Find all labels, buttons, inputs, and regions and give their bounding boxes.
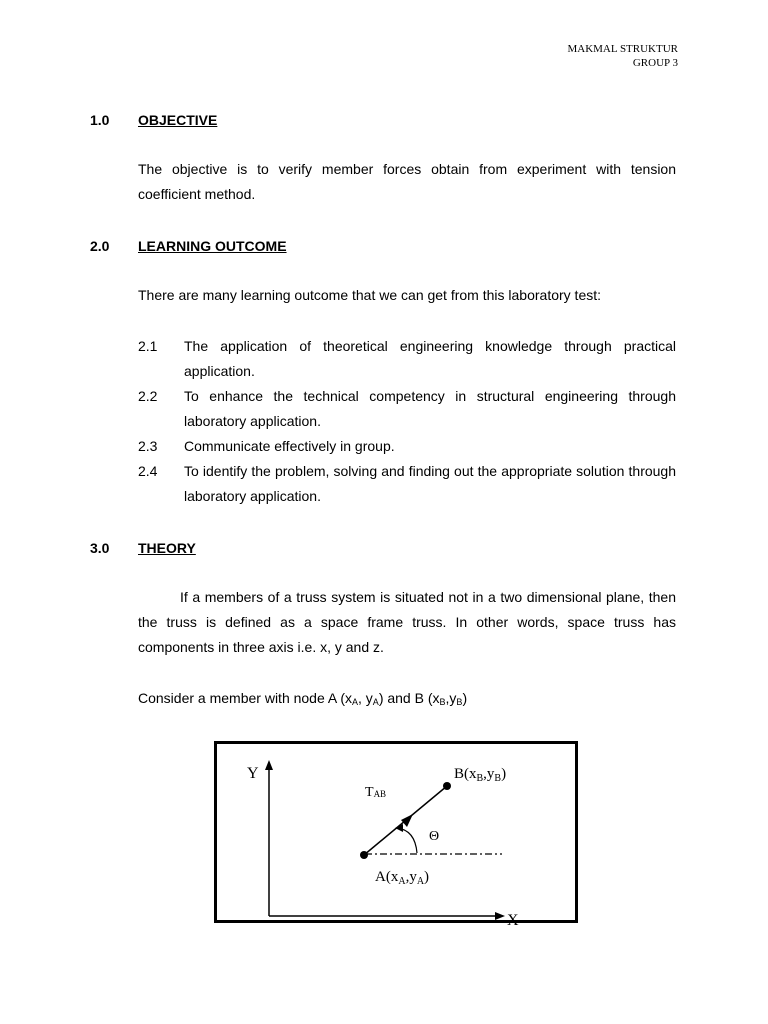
section-learning-heading xyxy=(90,238,287,254)
subscript: B xyxy=(439,697,446,707)
node-a-sub: A xyxy=(398,876,406,887)
consider-text: Consider a member with node A (x xyxy=(138,690,352,706)
subscript: A xyxy=(372,697,379,707)
learning-intro: There are many learning outcome that we can get from this laboratory test: xyxy=(138,287,602,303)
node-a-label xyxy=(375,869,429,887)
list-item-number: 2.3 xyxy=(138,438,158,454)
section-theory-heading xyxy=(90,540,196,556)
force-symbol: T xyxy=(365,785,374,800)
node-b-text: ,y xyxy=(483,766,495,782)
node-b-label xyxy=(454,766,506,784)
consider-text: , y xyxy=(358,690,373,706)
section-number: 2.0 xyxy=(90,238,110,254)
x-axis-label: X xyxy=(507,912,519,929)
section-number: 3.0 xyxy=(90,540,110,556)
node-b-sub: B xyxy=(494,773,502,784)
section-title: LEARNING OUTCOME xyxy=(138,238,287,254)
list-item-number: 2.2 xyxy=(138,388,158,404)
list-item-text: Communicate effectively in group. xyxy=(184,438,395,454)
list-item xyxy=(138,459,676,509)
node-a-text: ,y xyxy=(405,869,417,885)
node-b-sub: B xyxy=(476,773,484,784)
section-objective-heading xyxy=(90,112,217,128)
force-subscript: AB xyxy=(373,789,387,799)
list-item xyxy=(138,434,676,459)
list-item-number: 2.1 xyxy=(138,338,158,354)
consider-sentence xyxy=(138,686,676,715)
list-item xyxy=(138,334,676,384)
node-a-sub: A xyxy=(416,876,425,887)
theory-paragraph: If a members of a truss system is situated not in a two dimensional plane, then the truss is defined as a space frame truss. In other words, space truss has components in three axis i.e. x, y and z. xyxy=(138,589,676,655)
list-item-text: The application of theoretical engineering knowledge through practical application. xyxy=(184,338,676,379)
node-a-text: ) xyxy=(424,869,430,885)
node-a-text: A(x xyxy=(375,869,399,885)
node-b-text: B(x xyxy=(454,766,477,782)
member-diagram xyxy=(214,741,578,929)
page-header xyxy=(567,42,678,70)
subscript: A xyxy=(352,697,359,707)
consider-text: ) and B (x xyxy=(378,690,440,706)
list-item-number: 2.4 xyxy=(138,463,158,479)
section-title: THEORY xyxy=(138,540,196,556)
y-axis-arrow-icon xyxy=(265,760,273,770)
objective-paragraph: The objective is to verify member forces obtain from experiment with tension coefficient method. xyxy=(138,161,676,202)
diagram-svg xyxy=(217,744,575,929)
subscript: B xyxy=(456,697,463,707)
theta-label: Θ xyxy=(429,829,440,844)
node-b-text: ) xyxy=(501,766,507,782)
header-group: GROUP 3 xyxy=(632,57,678,69)
list-item xyxy=(138,384,676,434)
node-a-dot xyxy=(360,851,368,859)
list-item-text: To identify the problem, solving and finding out the appropriate solution through laboratory application. xyxy=(184,463,676,504)
y-axis-label: Y xyxy=(247,765,259,782)
section-number: 1.0 xyxy=(90,112,110,128)
outcome-list xyxy=(138,334,676,509)
force-label xyxy=(365,785,386,800)
header-lab-name: MAKMAL STRUKTUR xyxy=(567,43,678,55)
angle-arc xyxy=(397,828,417,853)
x-axis-arrow-icon xyxy=(495,912,505,920)
list-item-text: To enhance the technical competency in structural engineering through laboratory application. xyxy=(184,388,676,429)
node-b-dot xyxy=(443,782,451,790)
consider-text: ,y xyxy=(445,690,457,706)
consider-text: ) xyxy=(462,690,468,706)
section-title: OBJECTIVE xyxy=(138,112,218,128)
